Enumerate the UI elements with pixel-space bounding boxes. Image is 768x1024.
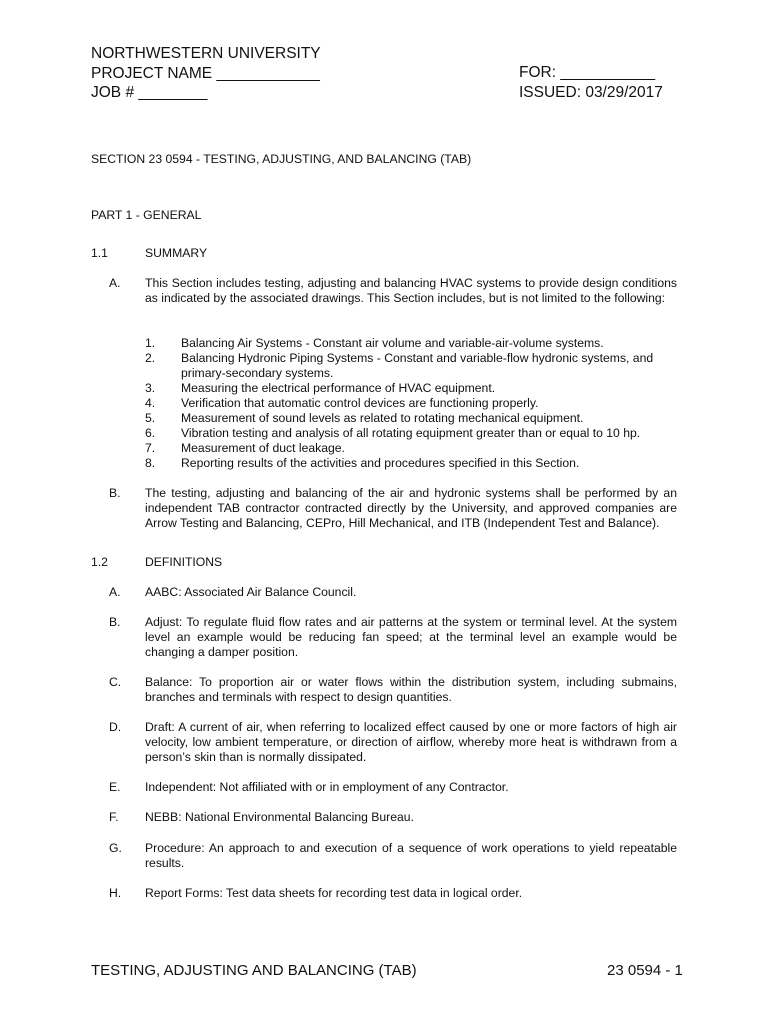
list-number: 6. <box>145 426 156 440</box>
list-item <box>145 441 677 456</box>
paragraph-text: Independent: Not affiliated with or in employment of any Contractor. <box>145 780 509 794</box>
paragraph-text: AABC: Associated Air Balance Council. <box>145 585 357 599</box>
paragraph-label: E. <box>109 780 121 794</box>
list-text: Measurement of duct leakage. <box>181 441 345 455</box>
paragraph-label: B. <box>109 615 121 629</box>
list-item <box>145 351 677 381</box>
footer-page-number: 23 0594 - 1 <box>607 962 683 979</box>
list-number: 8. <box>145 456 156 470</box>
article-number: 1.2 <box>91 555 108 569</box>
list-item <box>145 456 677 471</box>
paragraph-label: B. <box>109 486 121 500</box>
list-text: Verification that automatic control devices are functioning properly. <box>181 396 539 410</box>
list-number: 7. <box>145 441 156 455</box>
university-name: NORTHWESTERN UNIVERSITY <box>91 45 321 62</box>
paragraph-text: This Section includes testing, adjusting and balancing HVAC systems to provide design conditions as indicated by the associated drawings. This Section includes, but is not limited to the following: <box>145 276 677 305</box>
header-right <box>519 63 663 102</box>
list-number: 4. <box>145 396 156 410</box>
list-text: Measuring the electrical performance of HVAC equipment. <box>181 381 496 395</box>
paragraph-label: C. <box>109 675 122 689</box>
paragraph-label: G. <box>109 841 122 855</box>
paragraph-label: H. <box>109 886 122 900</box>
paragraph-text: Report Forms: Test data sheets for recording test data in logical order. <box>145 886 523 900</box>
list-item <box>145 411 677 426</box>
list-item <box>145 426 677 441</box>
list-number: 3. <box>145 381 156 395</box>
section-title: SECTION 23 0594 - TESTING, ADJUSTING, AND BALANCING (TAB) <box>91 152 472 166</box>
project-name: PROJECT NAME ____________ <box>91 64 320 82</box>
list-number: 1. <box>145 336 156 350</box>
list-text: Balancing Hydronic Piping Systems - Constant and variable-flow hydronic systems, and primary-secondary systems. <box>181 351 654 380</box>
paragraph-label: D. <box>109 720 122 734</box>
article-title: SUMMARY <box>145 246 208 260</box>
article-number: 1.1 <box>91 246 108 260</box>
paragraph-text: Procedure: An approach to and execution of a sequence of work operations to yield repeatable results. <box>145 841 677 870</box>
article-title: DEFINITIONS <box>145 555 223 569</box>
for-field: FOR: ___________ <box>519 64 656 81</box>
list-text: Measurement of sound levels as related to rotating mechanical equipment. <box>181 411 584 425</box>
paragraph-label: A. <box>109 276 121 290</box>
list-text: Vibration testing and analysis of all rotating equipment greater than or equal to 10 hp. <box>181 426 641 440</box>
list-item <box>145 336 677 351</box>
list-text: Balancing Air Systems - Constant air volume and variable-air-volume systems. <box>181 336 604 350</box>
list-item <box>145 381 677 396</box>
issued-date: ISSUED: 03/29/2017 <box>519 83 663 101</box>
paragraph-label: F. <box>109 810 119 824</box>
summary-list <box>145 336 677 471</box>
paragraph-text: NEBB: National Environmental Balancing Bureau. <box>145 810 414 824</box>
header-left <box>91 44 321 103</box>
paragraph-text: Adjust: To regulate fluid flow rates and air patterns at the system or terminal level. At the system level an example would be reducing fan speed; at the terminal level an example would be changing a damper position. <box>145 615 677 659</box>
list-item <box>145 396 677 411</box>
job-number: JOB # ________ <box>91 84 208 101</box>
footer-section-title: TESTING, ADJUSTING AND BALANCING (TAB) <box>91 962 417 979</box>
paragraph-label: A. <box>109 585 121 599</box>
part-title: PART 1 - GENERAL <box>91 208 202 222</box>
list-text: Reporting results of the activities and procedures specified in this Section. <box>181 456 580 470</box>
paragraph-text: Draft: A current of air, when referring to localized effect caused by one or more factors of high air velocity, low ambient temperature, or direction of airflow, whereby more heat is withdrawn from a person’s skin than is normally dissipated. <box>145 720 677 764</box>
list-number: 5. <box>145 411 156 425</box>
paragraph-text: The testing, adjusting and balancing of the air and hydronic systems shall be performed by an independent TAB contractor contracted directly by the University, and approved companies are Arrow Testing and Balancing, CEPro, Hill Mechanical, and ITB (Independent Test and Balance). <box>145 486 677 530</box>
list-number: 2. <box>145 351 156 365</box>
paragraph-text: Balance: To proportion air or water flows within the distribution system, including submains, branches and terminals with respect to design quantities. <box>145 675 677 704</box>
